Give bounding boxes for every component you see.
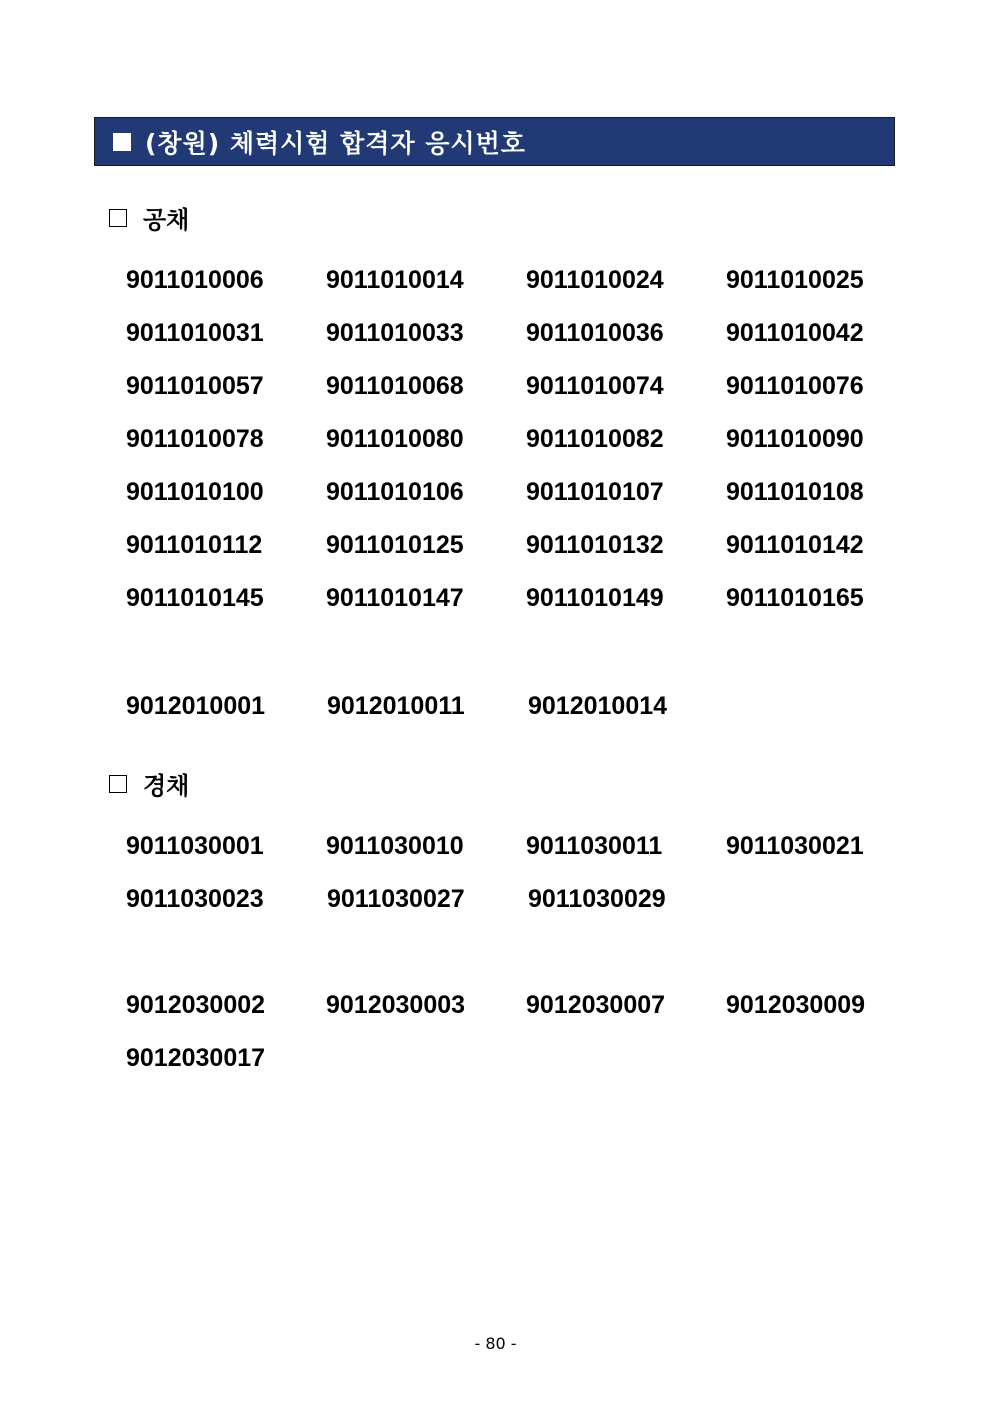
applicant-number: 9011010024	[526, 266, 664, 294]
applicant-number: 9012030009	[726, 991, 866, 1019]
applicant-number: 9011010145	[126, 584, 264, 612]
applicant-number: 9011010080	[326, 425, 464, 453]
applicant-number: 9011010100	[126, 478, 264, 506]
applicant-number: 9011010106	[326, 478, 464, 506]
page-title-bar	[94, 117, 895, 166]
number-grid-gongchae-group-1	[126, 254, 926, 625]
applicant-number: 9011010074	[526, 372, 664, 400]
number-row	[126, 307, 926, 360]
applicant-number: 9011010108	[726, 478, 864, 506]
number-row	[126, 820, 926, 873]
number-row	[126, 979, 926, 1032]
applicant-number: 9011010132	[526, 531, 664, 559]
applicant-number: 9011010078	[126, 425, 264, 453]
number-row	[126, 572, 926, 625]
number-row	[126, 360, 926, 413]
applicant-number: 9012010014	[528, 692, 668, 720]
applicant-number: 9011030001	[126, 832, 264, 860]
section-heading-label: 공채	[143, 206, 190, 234]
applicant-number: 9011010042	[726, 319, 864, 347]
section-heading-gyeongchae	[109, 766, 189, 801]
section-heading-label: 경채	[143, 772, 190, 800]
empty-square-icon	[109, 209, 127, 227]
applicant-number: 9011010107	[526, 478, 664, 506]
empty-square-icon	[109, 775, 127, 793]
applicant-number: 9011010076	[726, 372, 864, 400]
applicant-number: 9011010025	[726, 266, 864, 294]
applicant-number: 9011010149	[526, 584, 664, 612]
applicant-number: 9011010031	[126, 319, 264, 347]
applicant-number: 9011010006	[126, 266, 264, 294]
applicant-number: 9011030029	[528, 885, 666, 913]
applicant-number: 9011010082	[526, 425, 664, 453]
applicant-number: 9012010011	[327, 692, 465, 720]
section-heading-gongchae	[109, 200, 189, 235]
number-row	[126, 519, 926, 572]
number-row	[126, 413, 926, 466]
number-row	[126, 254, 926, 307]
applicant-number: 9011030021	[726, 832, 864, 860]
number-row	[126, 680, 926, 733]
number-grid-gyeongchae-group-1	[126, 820, 926, 926]
applicant-number: 9011010033	[326, 319, 464, 347]
applicant-number: 9011030010	[326, 832, 464, 860]
applicant-number: 9011010147	[326, 584, 464, 612]
page-title: (창원) 체력시험 합격자 응시번호	[145, 128, 526, 158]
applicant-number: 9011010057	[126, 372, 264, 400]
applicant-number: 9011010165	[726, 584, 864, 612]
applicant-number: 9011010125	[326, 531, 464, 559]
filled-square-icon	[113, 133, 131, 151]
number-row	[126, 873, 926, 926]
applicant-number: 9012030007	[526, 991, 666, 1019]
applicant-number: 9012030017	[126, 1044, 266, 1072]
applicant-number: 9011010068	[326, 372, 464, 400]
number-row	[126, 466, 926, 519]
applicant-number: 9011030027	[327, 885, 465, 913]
page-number: - 80 -	[474, 1334, 517, 1353]
number-grid-gyeongchae-group-2	[126, 979, 926, 1085]
applicant-number: 9012030002	[126, 991, 266, 1019]
applicant-number: 9012010001	[126, 692, 266, 720]
applicant-number: 9011010014	[326, 266, 464, 294]
applicant-number: 9011030023	[126, 885, 264, 913]
applicant-number: 9011030011	[526, 832, 663, 860]
applicant-number: 9011010090	[726, 425, 864, 453]
applicant-number: 9011010142	[726, 531, 864, 559]
number-row	[126, 1032, 926, 1085]
applicant-number: 9011010112	[126, 531, 263, 559]
applicant-number: 9012030003	[326, 991, 466, 1019]
applicant-number: 9011010036	[526, 319, 664, 347]
number-grid-gongchae-group-2	[126, 680, 926, 733]
